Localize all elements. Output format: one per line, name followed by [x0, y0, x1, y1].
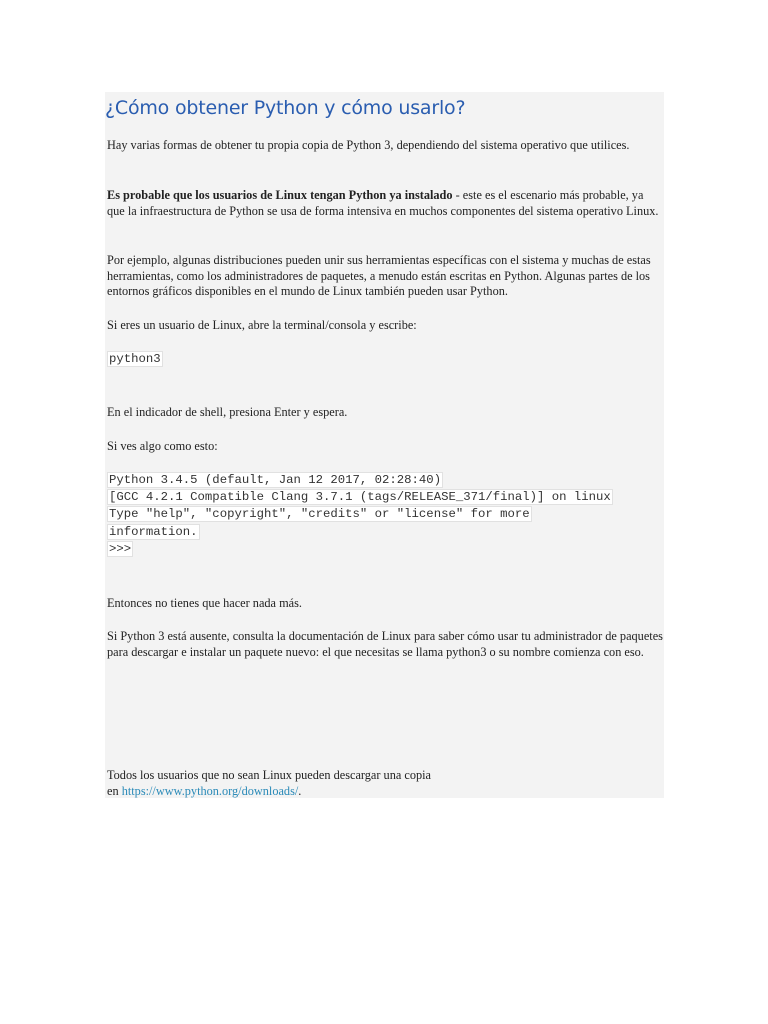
shell-paragraph: En el indicador de shell, presiona Enter y espera. — [107, 405, 348, 419]
command-code-line: python3 — [109, 352, 161, 366]
download-en-text: en — [107, 783, 122, 798]
intro-paragraph: Hay varias formas de obtener tu propia copia de Python 3, dependiendo del sistema operativo que utilices. — [107, 138, 630, 152]
page-title: ¿Cómo obtener Python y cómo usarlo? — [105, 97, 466, 119]
output-code-block — [107, 472, 613, 558]
linux-paragraph — [107, 188, 663, 219]
output-code-line: Python 3.4.5 (default, Jan 12 2017, 02:28:40) — [109, 473, 442, 487]
output-code-line: >>> — [109, 541, 132, 556]
python-downloads-link[interactable]: https://www.python.org/downloads/ — [121, 783, 299, 798]
output-code-line: [GCC 4.2.1 Compatible Clang 3.7.1 (tags/RELEASE_371/final)] on linux — [109, 490, 611, 505]
download-paragraph — [107, 768, 663, 799]
download-suffix-text: . — [298, 783, 302, 798]
see-paragraph: Si ves algo como esto: — [107, 439, 218, 453]
output-code-line: Type "help", "copyright", "credits" or "license" for more — [109, 507, 530, 522]
example-paragraph: Por ejemplo, algunas distribuciones pueden unir sus herramientas específicas con el sistema y muchas de estas herramientas, como los administradores de paquetes, a menudo están escritas en Python. Algunas partes de los entornos gráficos disponibles en el mundo de Linux también pueden usar Python. — [107, 253, 651, 298]
command-code-block — [107, 351, 163, 368]
linux-bold-text: Es probable que los usuarios de Linux tengan Python ya instalado — [107, 188, 453, 202]
terminal-paragraph: Si eres un usuario de Linux, abre la terminal/consola y escribe: — [107, 318, 417, 332]
nothing-paragraph: Entonces no tienes que hacer nada más. — [107, 596, 302, 610]
absent-paragraph: Si Python 3 está ausente, consulta la documentación de Linux para saber cómo usar tu administrador de paquetes para descargar e instalar un paquete nuevo: el que necesitas se llama python3 o su nombre comienza con eso. — [107, 629, 663, 659]
linux-rest-text: - este es el escenario más probable, ya que la infraestructura de Python se usa de forma intensiva en muchos componentes del sistema operativo Linux. — [107, 188, 659, 218]
download-prefix-text: Todos los usuarios que no sean Linux pueden descargar una copia — [107, 768, 432, 782]
output-code-line: information. — [109, 524, 198, 539]
